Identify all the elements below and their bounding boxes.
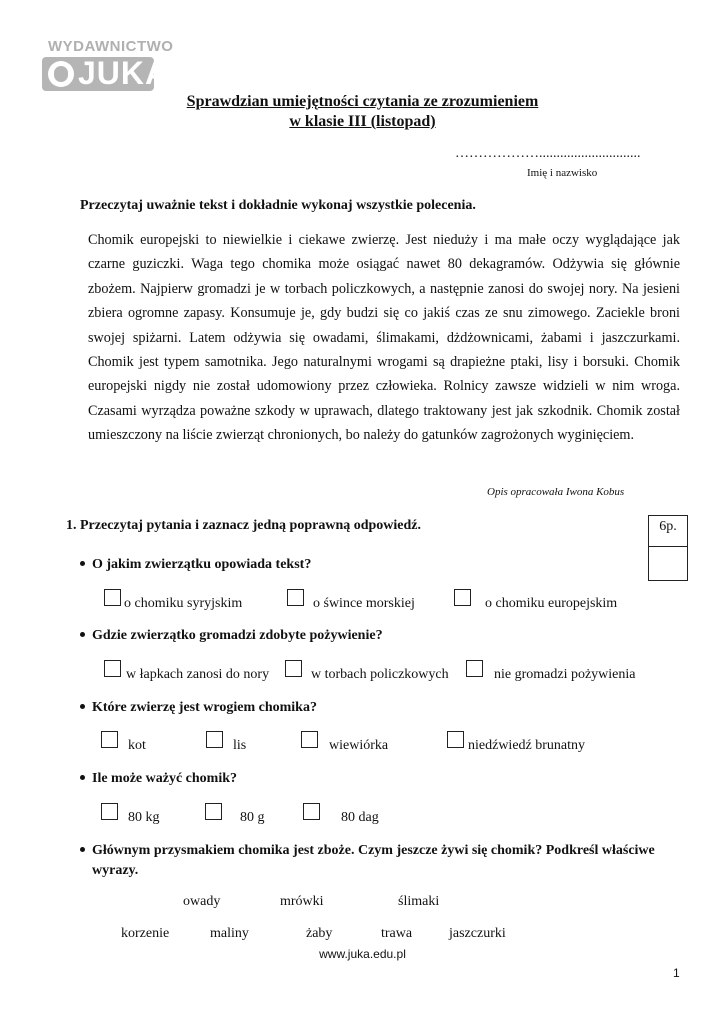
q4-option-1: 80 kg — [128, 810, 160, 825]
q3-option-4: niedźwiedź brunatny — [468, 738, 586, 753]
checkbox-q1-opt1[interactable] — [104, 589, 121, 606]
question-5 — [80, 841, 700, 881]
checkbox-q2-opt1[interactable] — [104, 660, 121, 677]
q4-option-3: 80 dag — [341, 810, 379, 825]
checkbox-q3-opt3[interactable] — [301, 731, 318, 748]
logo-main-text: JUKA — [78, 55, 170, 91]
q3-option-3: wiewiórka — [329, 738, 389, 753]
logo-top-text: WYDAWNICTWO — [48, 38, 174, 55]
points-label: 6p. — [649, 516, 687, 547]
question-1-text: O jakim zwierzątku opowiada tekst? — [92, 557, 312, 572]
question-4 — [80, 771, 237, 787]
bee-body — [54, 66, 68, 82]
word-option[interactable]: trawa — [381, 926, 413, 941]
bullet-icon — [80, 704, 85, 709]
checkbox-q3-opt2[interactable] — [206, 731, 223, 748]
publisher-logo — [42, 38, 174, 94]
bullet-icon — [80, 561, 85, 566]
text-attribution: Opis opracowała Iwona Kobus — [487, 486, 625, 498]
checkbox-q2-opt3[interactable] — [466, 660, 483, 677]
word-option[interactable]: ślimaki — [398, 894, 440, 909]
checkbox-q2-opt2[interactable] — [285, 660, 302, 677]
q2-option-3: nie gromadzi pożywienia — [494, 667, 636, 682]
checkbox-q4-opt1[interactable] — [101, 803, 118, 820]
bullet-icon — [80, 775, 85, 780]
checkbox-q4-opt3[interactable] — [303, 803, 320, 820]
question-2-text: Gdzie zwierzątko gromadzi zdobyte pożywienie? — [92, 628, 383, 643]
reading-text: Chomik europejski to niewielkie i ciekawe zwierzę. Jest nieduży i ma małe oczy wyglądające jak czarne guziczki. Waga tego chomika może osiągać nawet 80 dekagramów. Odżywia się głównie zbożem. Najpierw gromadzi je w torbach policzkowych, a następnie zanosi do swojej nory. Na jesieni zbiera ogromne zapasy. Konsumuje je, gdy budzi się co jakiś czas ze snu zimowego. Zaciekle broni swojej spiżarni. Latem odżywia się owadami, ślimakami, dżdżownicami, żabami i jaszczurkami. Chomik jest typem samotnika. Jego naturalnymi wrogami są drapieżne ptaki, lisy i borsuki. Chomik europejski nigdy nie został udomowiony przez człowieka. Rolnicy zawsze widzieli w nim wroga. Czasami wyrządza poważne szkody w uprawach, dlatego traktowany jest jak szkodnik. Chomik został umieszczony na liście zwierząt chronionych, bo należy do gatunków zagrożonych wyginięciem. — [88, 232, 680, 444]
question-5-line-1: Głównym przysmakiem chomika jest zboże. Czym jeszcze żywi się chomik? Podkreśl właściwe — [92, 843, 655, 858]
word-option[interactable]: korzenie — [121, 926, 170, 941]
checkbox-q4-opt2[interactable] — [205, 803, 222, 820]
question-2 — [80, 628, 383, 644]
word-option[interactable]: maliny — [210, 926, 249, 941]
general-instruction: Przeczytaj uważnie tekst i dokładnie wykonaj wszystkie polecenia. — [80, 198, 476, 213]
page-title — [0, 92, 725, 132]
q3-option-1: kot — [128, 738, 146, 753]
q1-option-1: o chomiku syryjskim — [124, 596, 243, 611]
word-option[interactable]: żaby — [306, 926, 333, 941]
page-number: 1 — [673, 966, 680, 980]
question-4-text: Ile może ważyć chomik? — [92, 771, 238, 786]
footer-url: www.juka.edu.pl — [319, 947, 406, 961]
checkbox-q1-opt2[interactable] — [287, 589, 304, 606]
checkbox-q3-opt1[interactable] — [101, 731, 118, 748]
name-field-label: Imię i nazwisko — [527, 167, 598, 179]
bullet-icon — [80, 632, 85, 637]
word-option[interactable]: jaszczurki — [449, 926, 506, 941]
word-option[interactable]: owady — [183, 894, 221, 909]
q4-option-2: 80 g — [240, 810, 265, 825]
q2-option-2: w torbach policzkowych — [311, 667, 449, 682]
title-line-2: w klasie III (listopad) — [289, 113, 436, 130]
question-3 — [80, 700, 317, 716]
question-3-text: Które zwierzę jest wrogiem chomika? — [92, 700, 317, 715]
bullet-icon — [80, 847, 85, 852]
q3-option-2: lis — [233, 738, 247, 753]
question-1 — [80, 557, 311, 573]
checkbox-q3-opt4[interactable] — [447, 731, 464, 748]
checkbox-q1-opt3[interactable] — [454, 589, 471, 606]
q1-option-2: o śwince morskiej — [313, 596, 415, 611]
points-box — [648, 515, 688, 581]
task-1-heading: 1. Przeczytaj pytania i zaznacz jedną poprawną odpowiedź. — [66, 518, 422, 533]
title-line-1: Sprawdzian umiejętności czytania ze zrozumieniem — [186, 93, 539, 110]
word-option[interactable]: mrówki — [280, 894, 324, 909]
q1-option-3: o chomiku europejskim — [485, 596, 618, 611]
question-5-line-2: wyrazy. — [92, 863, 139, 878]
q2-option-1: w łapkach zanosi do nory — [126, 667, 270, 682]
name-field[interactable]: ………………............................. — [455, 146, 641, 161]
